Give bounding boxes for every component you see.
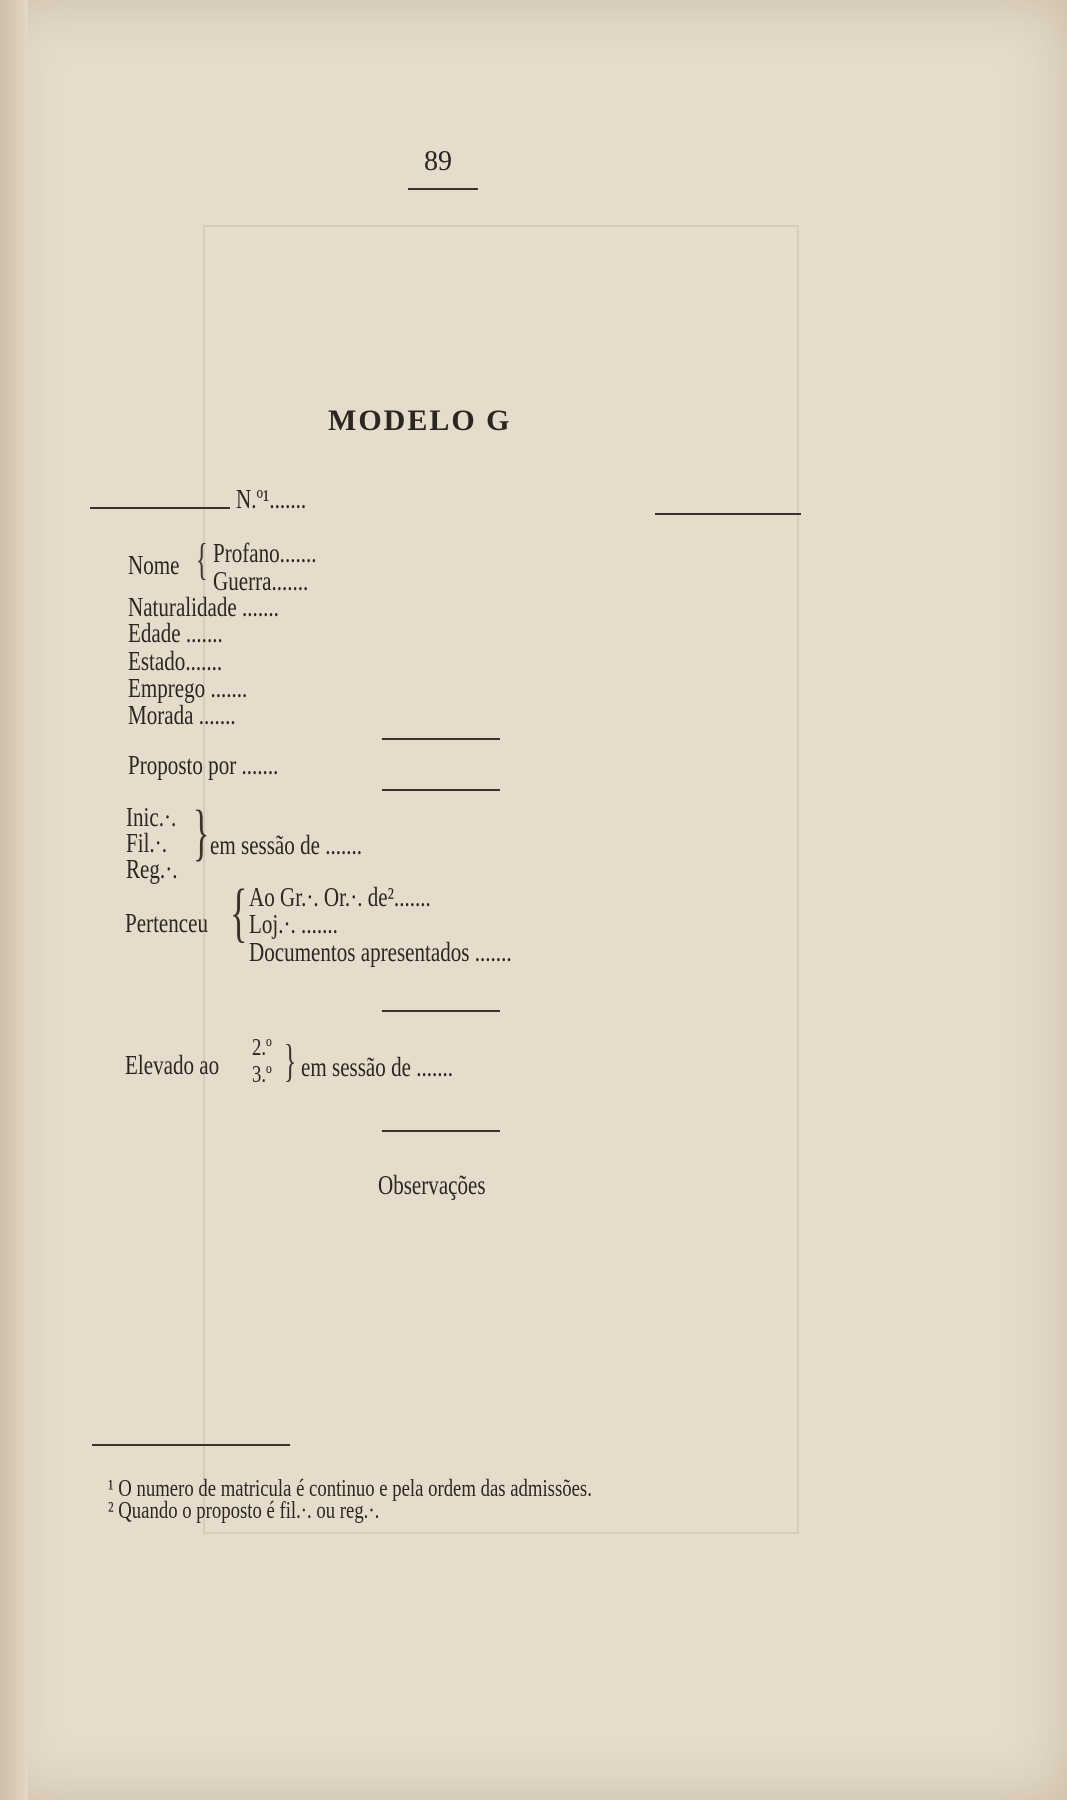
page-edge — [0, 0, 28, 1800]
elevado-3: 3.º — [252, 1062, 272, 1088]
rule-1 — [382, 738, 500, 740]
reg-label: Reg.·. — [126, 854, 178, 884]
session-1: em sessão de ....... — [210, 830, 363, 860]
elevado-2: 2.º — [252, 1035, 272, 1061]
morada-field: Morada ....... — [128, 700, 236, 730]
inic-brace: } — [193, 799, 210, 867]
page-number: 89 — [424, 146, 452, 177]
observacoes-heading: Observações — [378, 1170, 486, 1200]
elevado-label: Elevado ao — [125, 1050, 220, 1080]
elevado-brace: } — [284, 1035, 297, 1086]
pertenceu-ao: Ao Gr.·. Or.·. de²....... — [249, 882, 431, 912]
page-number-rule — [408, 188, 478, 190]
estado-field: Estado....... — [128, 646, 223, 676]
proposto-field: Proposto por ....... — [128, 750, 279, 780]
pertenceu-loj: Loj.·. ....... — [249, 909, 338, 939]
edade-field: Edade ....... — [128, 618, 223, 648]
rule-left — [90, 507, 230, 509]
session-2: em sessão de ....... — [301, 1052, 454, 1082]
naturalidade-field: Naturalidade ....... — [128, 592, 279, 622]
emprego-field: Emprego ....... — [128, 673, 248, 703]
name-guerra: Guerra....... — [213, 566, 309, 596]
rule-right — [655, 513, 801, 515]
fil-label: Fil.·. — [126, 828, 167, 858]
number-field: N.º¹....... — [236, 484, 307, 514]
pertenceu-label: Pertenceu — [125, 908, 209, 938]
footnote-rule — [92, 1444, 290, 1446]
rule-3 — [382, 1010, 500, 1012]
name-brace: { — [196, 535, 208, 584]
rule-2 — [382, 789, 500, 791]
pertenceu-brace: { — [230, 876, 248, 949]
name-label: Nome — [128, 550, 180, 580]
name-profano: Profano....... — [213, 538, 317, 568]
pertenceu-docs: Documentos apresentados ....... — [249, 937, 512, 967]
model-title: MODELO G — [328, 404, 512, 437]
footnote-2: ² Quando o proposto é fil.·. ou reg.·. — [108, 1498, 380, 1524]
inic-label: Inic.·. — [126, 802, 177, 832]
rule-4 — [382, 1130, 500, 1132]
footnote-1: ¹ O numero de matricula é continuo e pela ordem das admissões. — [108, 1476, 592, 1502]
